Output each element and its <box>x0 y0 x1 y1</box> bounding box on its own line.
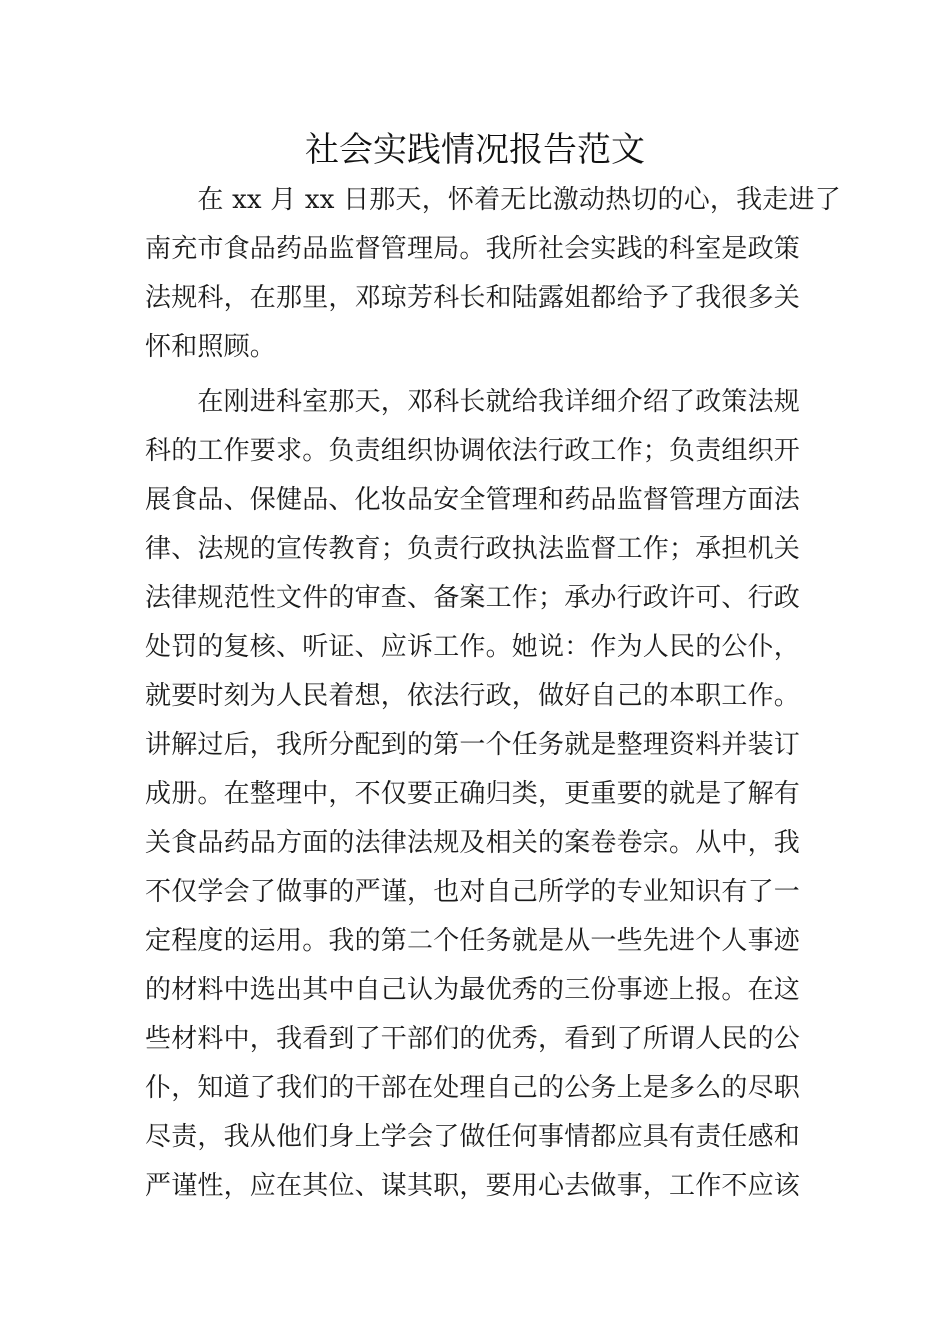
text-line: 怀和照顾。 <box>145 332 277 362</box>
text-line: 些材料中，我看到了干部们的优秀，看到了所谓人民的公 <box>145 1024 801 1054</box>
text-line: 处罚的复核、听证、应诉工作。她说：作为人民的公仆， <box>145 632 801 662</box>
document-body <box>145 176 841 1211</box>
text-line: 法规科，在那里，邓琼芳科长和陆露姐都给予了我很多关 <box>145 283 801 313</box>
paragraph-1 <box>145 176 841 372</box>
text-line: 南充市食品药品监督管理局。我所社会实践的科室是政策 <box>145 234 801 264</box>
text-line: 律、法规的宣传教育；负责行政执法监督工作；承担机关 <box>145 534 801 564</box>
text-line: 定程度的运用。我的第二个任务就是从一些先进个人事迹 <box>145 926 801 956</box>
text-line: 成册。在整理中，不仅要正确归类，更重要的就是了解有 <box>145 779 801 809</box>
text-line: 科的工作要求。负责组织协调依法行政工作；负责组织开 <box>145 436 801 466</box>
text-line: 的材料中选出其中自己认为最优秀的三份事迹上报。在这 <box>145 975 801 1005</box>
text-line: 严谨性，应在其位、谋其职，要用心去做事，工作不应该 <box>145 1171 801 1201</box>
text-line: 就要时刻为人民着想，依法行政，做好自己的本职工作。 <box>145 681 801 711</box>
text-line: 法律规范性文件的审查、备案工作；承办行政许可、行政 <box>145 583 801 613</box>
text-line: 展食品、保健品、化妆品安全管理和药品监督管理方面法 <box>145 485 801 515</box>
document-title: 社会实践情况报告范文 <box>305 130 645 170</box>
text-line: 在刚进科室那天，邓科长就给我详细介绍了政策法规 <box>145 387 801 417</box>
text-line: 仆，知道了我们的干部在处理自己的公务上是多么的尽职 <box>145 1073 801 1103</box>
text-line: 尽责，我从他们身上学会了做任何事情都应具有责任感和 <box>145 1122 801 1152</box>
text-line: 讲解过后，我所分配到的第一个任务就是整理资料并装订 <box>145 730 801 760</box>
text-line: 不仅学会了做事的严谨，也对自己所学的专业知识有了一 <box>145 877 801 907</box>
paragraph-2 <box>145 378 815 1211</box>
text-line: 关食品药品方面的法律法规及相关的案卷卷宗。从中，我 <box>145 828 801 858</box>
text-line: 在 xx 月 xx 日那天，怀着无比激动热切的心，我走进了 <box>145 185 841 215</box>
